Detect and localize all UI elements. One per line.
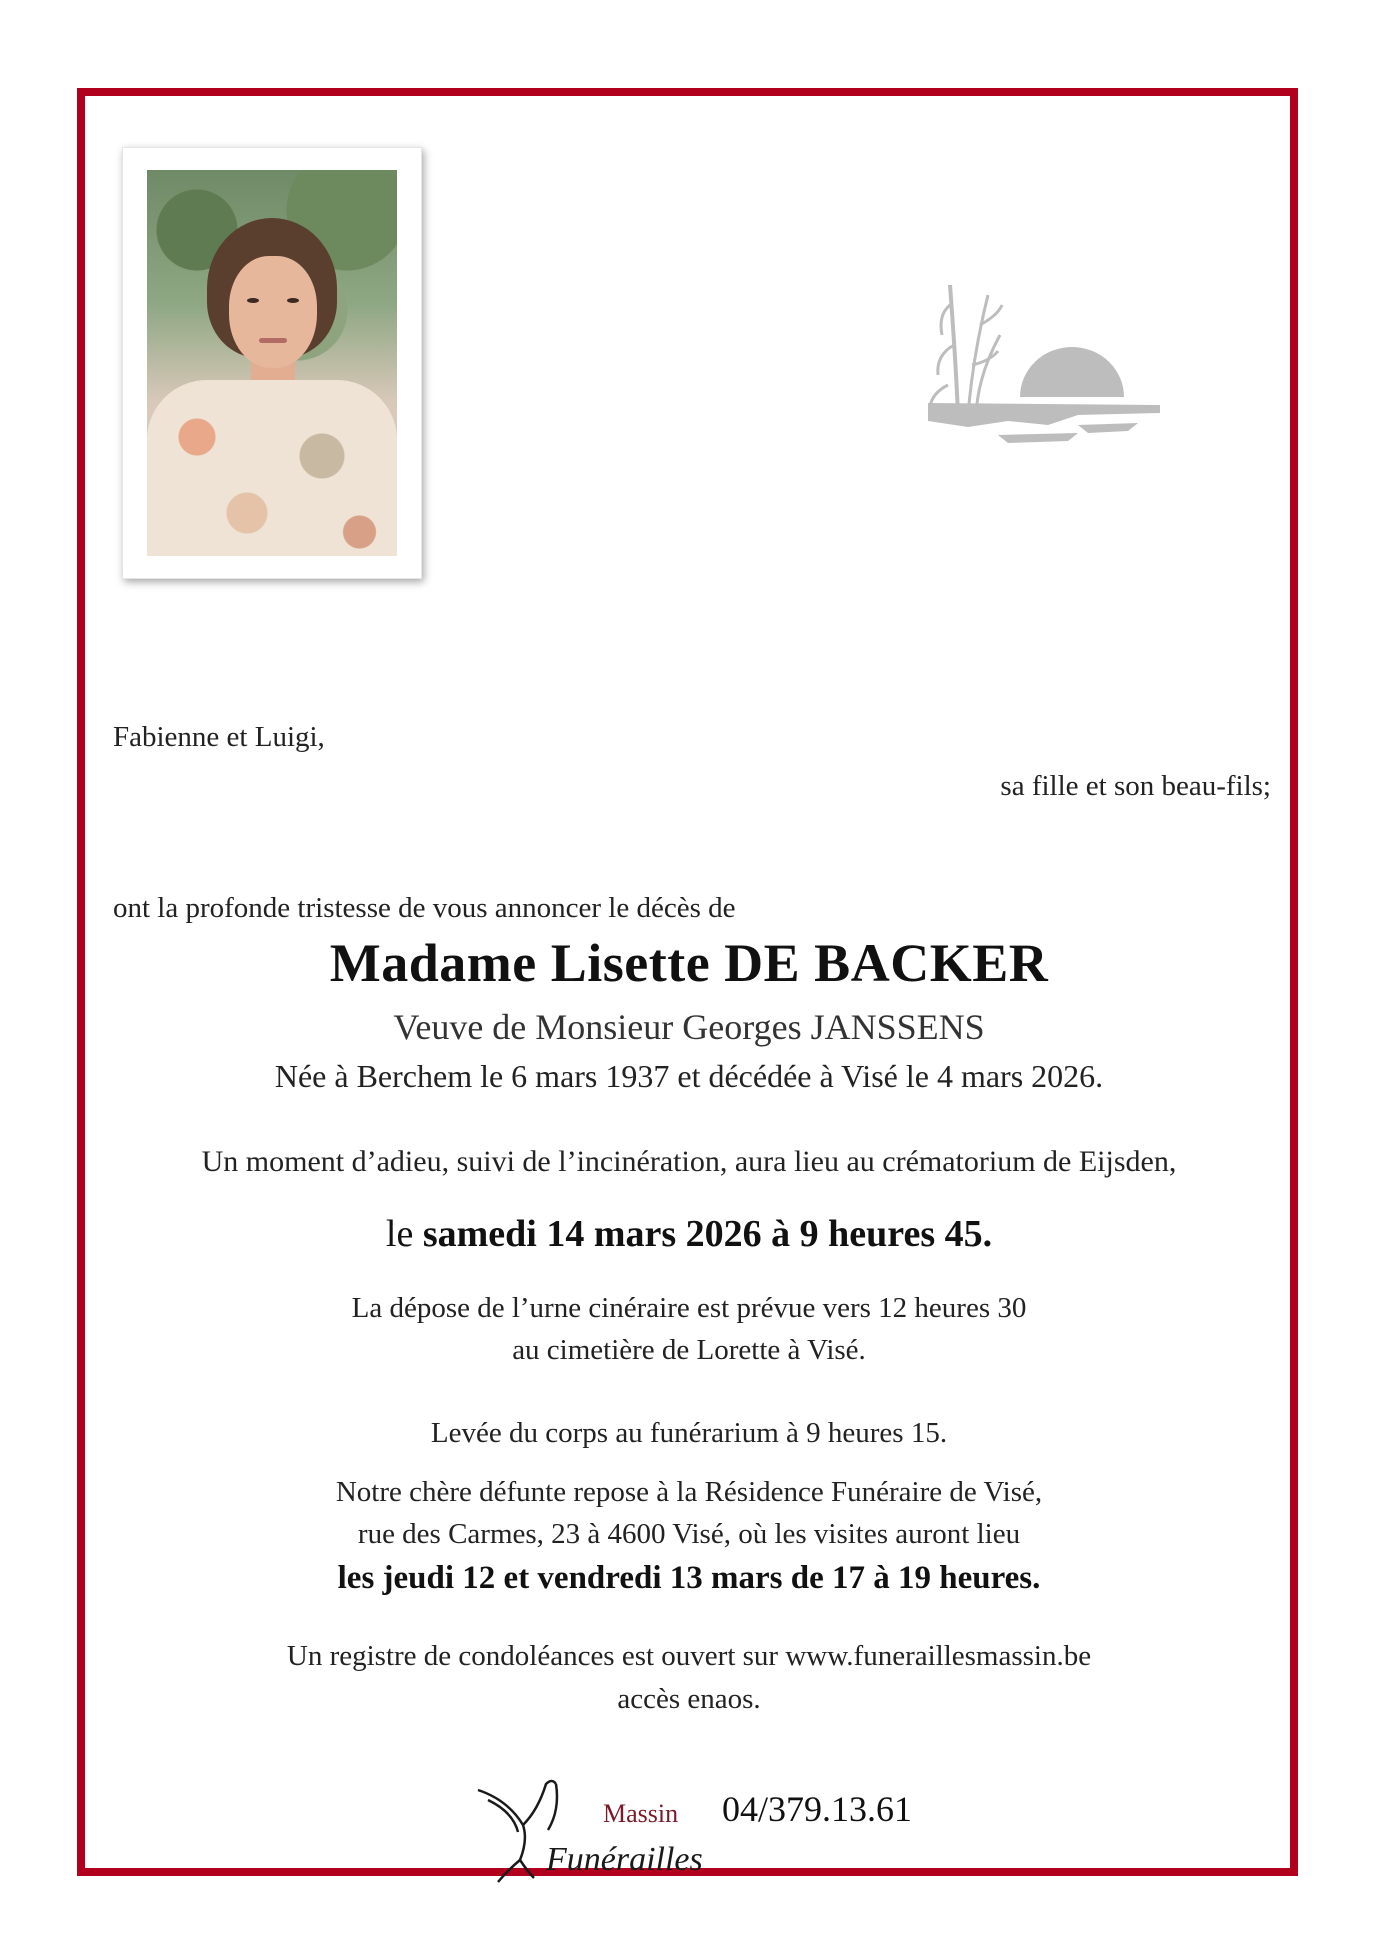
- portrait-photo: [147, 170, 397, 556]
- announcement-text: ont la profonde tristesse de vous annoncer le décès de: [113, 892, 736, 924]
- deceased-name: Madame Lisette DE BACKER: [329, 933, 1049, 993]
- visits-schedule: les jeudi 12 et vendredi 13 mars de 17 à 19 heures.: [337, 1560, 1041, 1596]
- ceremony-date: [0, 1212, 1378, 1256]
- registry-line-1: Un registre de condoléances est ouvert sur www.funeraillesmassin.be: [286, 1640, 1092, 1672]
- family-names: Fabienne et Luigi,: [113, 721, 325, 753]
- visits-line-2: rue des Carmes, 23 à 4600 Visé, où les visites auront lieu: [357, 1518, 1021, 1550]
- urn-line-1: La dépose de l’urne cinéraire est prévue vers 12 heures 30: [351, 1292, 1027, 1324]
- phone-number: 04/379.13.61: [722, 1789, 913, 1829]
- birth-death-dates: Née à Berchem le 6 mars 1937 et décédée à Visé le 4 mars 2026.: [274, 1058, 1104, 1094]
- ceremony-date-main: samedi 14 mars 2026 à 9 heures 45.: [413, 1213, 993, 1255]
- family-relation: sa fille et son beau-fils;: [1000, 770, 1271, 802]
- ceremony-intro: Un moment d’adieu, suivi de l’incinération, aura lieu au crématorium de Eijsden,: [201, 1145, 1177, 1178]
- ceremony-date-prefix: le: [385, 1213, 414, 1255]
- spouse-line: Veuve de Monsieur Georges JANSSENS: [393, 1007, 985, 1047]
- visits-line-1: Notre chère défunte repose à la Résidence Funéraire de Visé,: [335, 1476, 1043, 1508]
- logo-brand-top: Massin: [603, 1799, 679, 1828]
- levee-line: Levée du corps au funérarium à 9 heures 15.: [430, 1417, 948, 1449]
- portrait-card: [122, 147, 422, 579]
- logo-brand-bottom: Funérailles: [546, 1841, 703, 1878]
- massin-funerailles-logo: [468, 1770, 708, 1885]
- dove-icon: [468, 1770, 708, 1885]
- registry-line-2: accès enaos.: [617, 1683, 761, 1715]
- sunset-reeds-emblem-icon: [928, 275, 1160, 450]
- urn-line-2: au cimetière de Lorette à Visé.: [512, 1334, 866, 1366]
